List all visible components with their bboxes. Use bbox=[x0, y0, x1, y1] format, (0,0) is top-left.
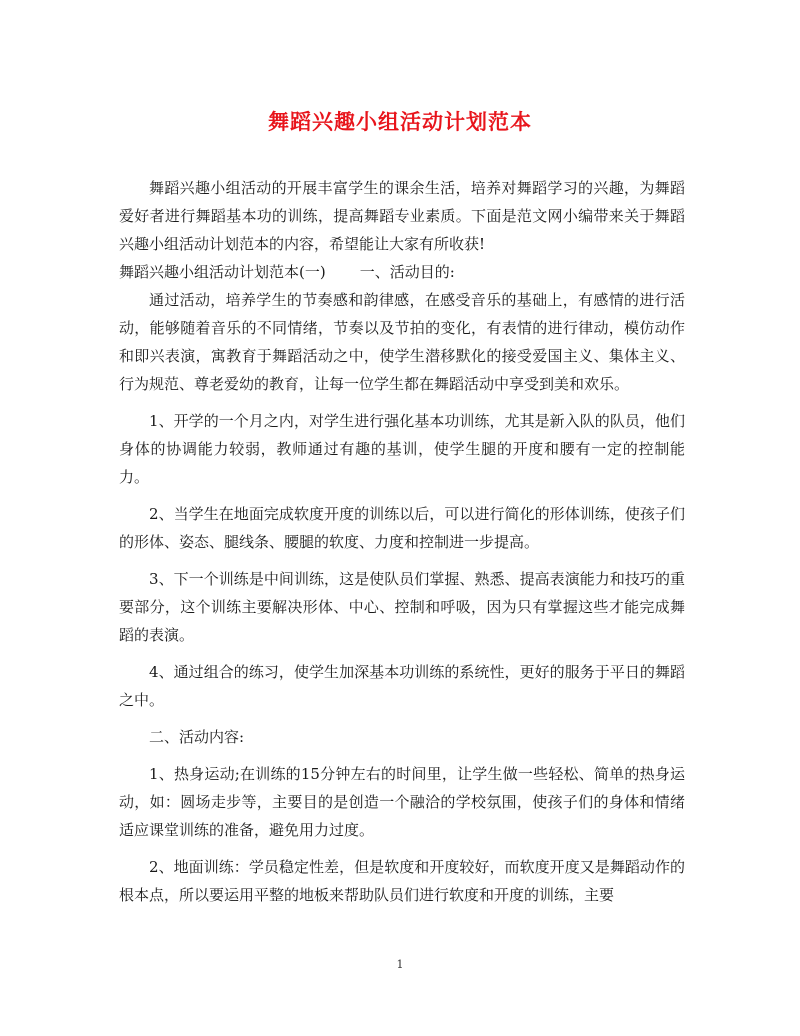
page-number: 1 bbox=[396, 958, 404, 971]
intro-paragraph: 舞蹈兴趣小组活动的开展丰富学生的课余生活，培养对舞蹈学习的兴趣，为舞蹈爱好者进行舞蹈基本功的训练，提高舞蹈专业素质。下面是范文网小编带来关于舞蹈兴趣小组活动计划范本的内容，希望能让大家有所收获! bbox=[119, 179, 685, 253]
list-item: 1、热身运动;在训练的15分钟左右的时间里，让学生做一些轻松、简单的热身运动，如：圆场走步等，主要目的是创造一个融洽的学校氛围，使孩子们的身体和情绪适应课堂训练的准备，避免用力过度。 bbox=[119, 765, 685, 839]
list-item: 3、下一个训练是中间训练，这是使队员们掌握、熟悉、提高表演能力和技巧的重要部分，这个训练主要解决形体、中心、控制和呼吸，因为只有掌握这些才能完成舞蹈的表演。 bbox=[119, 570, 685, 644]
section1-line bbox=[119, 258, 685, 286]
section2-heading: 二、活动内容: bbox=[149, 728, 245, 746]
section1-heading: 一、活动目的: bbox=[359, 263, 455, 281]
section1-title: 舞蹈兴趣小组活动计划范本(一) bbox=[119, 263, 326, 281]
list-item: 4、通过组合的练习，使学生加深基本功训练的系统性，更好的服务于平日的舞蹈之中。 bbox=[119, 663, 685, 709]
document-title: 舞蹈兴趣小组活动计划范本 bbox=[268, 109, 532, 134]
list-item: 2、地面训练：学员稳定性差，但是软度和开度较好，而软度开度又是舞蹈动作的根本点，所以要运用平整的地板来帮助队员们进行软度和开度的训练，主要 bbox=[119, 858, 685, 904]
list-item: 2、当学生在地面完成软度开度的训练以后，可以进行简化的形体训练，使孩子们的形体、姿态、腿线条、腰腿的软度、力度和控制进一步提高。 bbox=[119, 505, 685, 551]
list-item: 1、开学的一个月之内，对学生进行强化基本功训练，尤其是新入队的队员，他们身体的协调能力较弱，教师通过有趣的基训，使学生腿的开度和腰有一定的控制能力。 bbox=[119, 412, 685, 486]
purpose-paragraph: 通过活动，培养学生的节奏感和韵律感，在感受音乐的基础上，有感情的进行活动，能够随着音乐的不同情绪，节奏以及节拍的变化，有表情的进行律动，模仿动作和即兴表演，寓教育于舞蹈活动之中，使学生潜移默化的接受爱国主义、集体主义、行为规范、尊老爱幼的教育，让每一位学生都在舞蹈活动中享受到美和欢乐。 bbox=[119, 291, 685, 393]
document-body bbox=[119, 174, 685, 909]
